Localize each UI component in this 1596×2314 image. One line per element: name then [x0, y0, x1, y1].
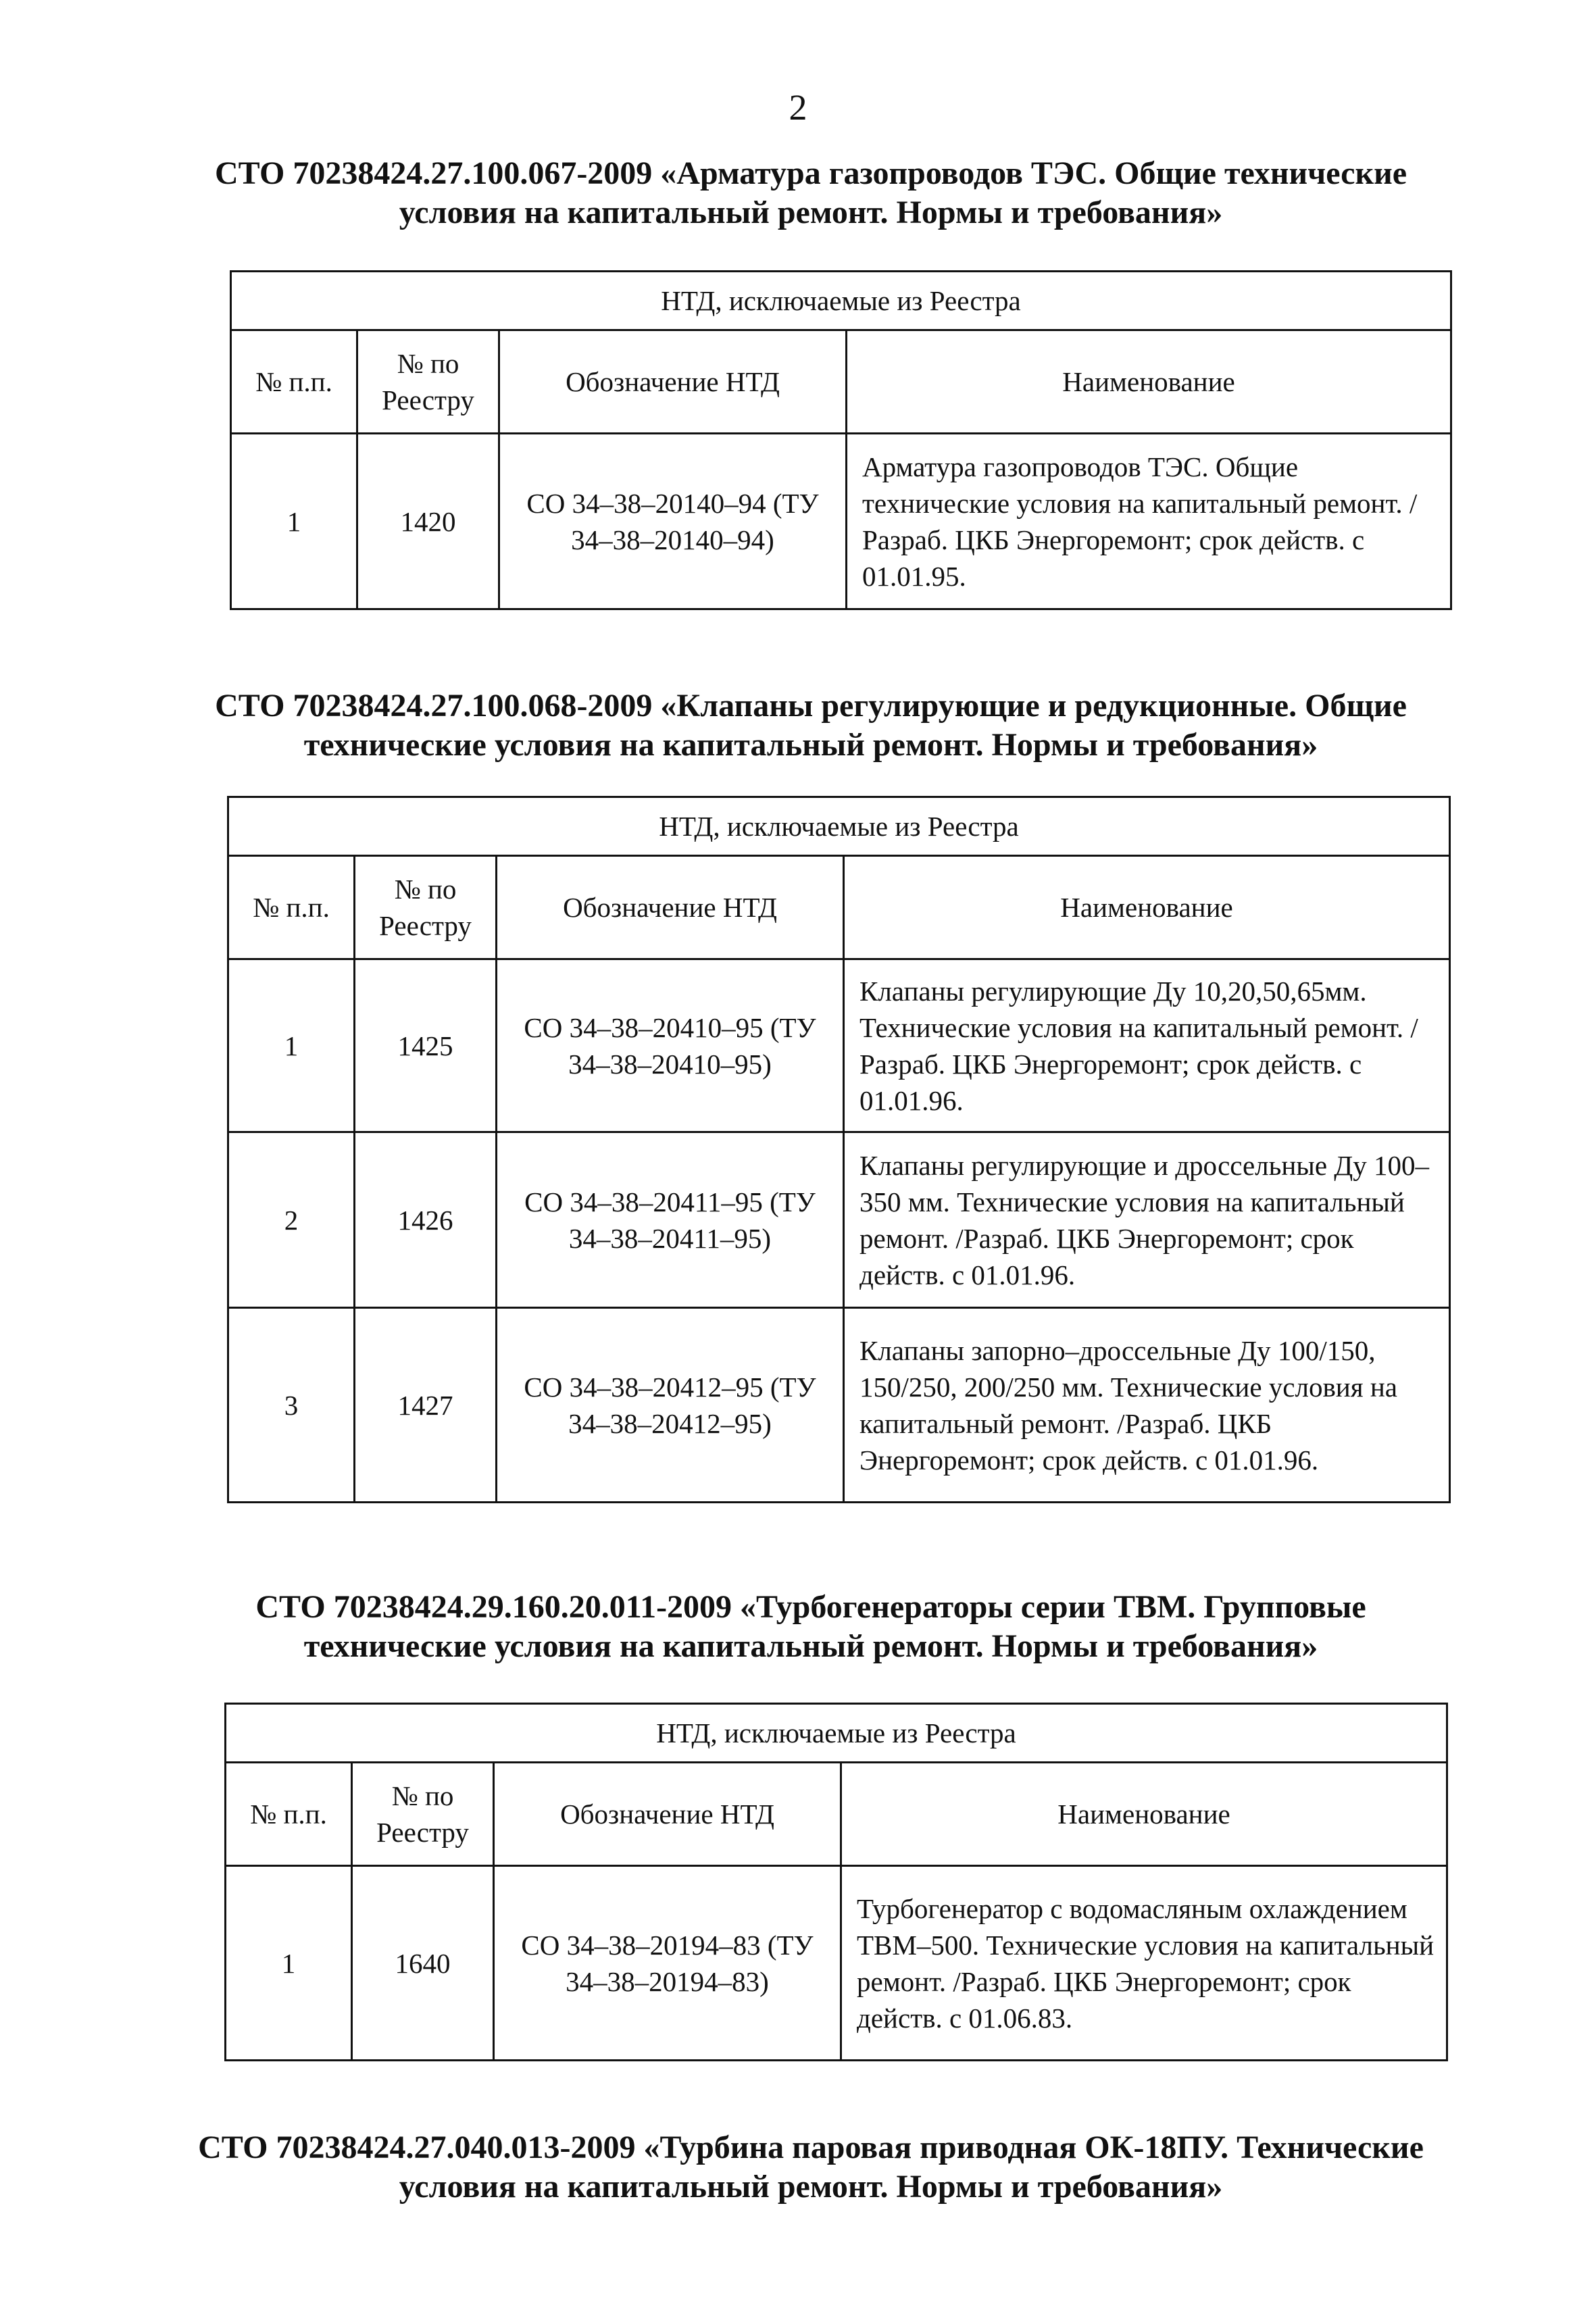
cell-designation: СО 34–38–20411–95 (ТУ 34–38–20411–95): [497, 1132, 844, 1308]
cell-registry: 1420: [357, 434, 499, 609]
section-title-line: условия на капитальный ремонт. Нормы и требования»: [399, 195, 1223, 230]
header-designation: Обозначение НТД: [499, 330, 847, 434]
cell-designation: СО 34–38–20412–95 (ТУ 34–38–20412–95): [497, 1308, 844, 1503]
cell-title: Турбогенератор с водомасляным охлаждением ТВМ–500. Технические условия на капитальный ремонт. /Разраб. ЦКБ Энергоремонт; срок действ. с 01.06.83.: [841, 1866, 1447, 2061]
header-registry: № по Реестру: [352, 1763, 494, 1866]
header-title: Наименование: [847, 330, 1451, 434]
cell-title: Клапаны регулирующие Ду 10,20,50,65мм. Технические условия на капитальный ремонт. /Разраб. ЦКБ Энергоремонт; срок действ. с 01.01.96.: [844, 959, 1450, 1132]
cell-num: 3: [228, 1308, 355, 1503]
table-row: [228, 1308, 1450, 1503]
header-title: Наименование: [844, 856, 1450, 959]
cell-registry: 1640: [352, 1866, 494, 2061]
header-designation: Обозначение НТД: [494, 1763, 841, 1866]
table-caption-row: [226, 1704, 1447, 1763]
header-num: № п.п.: [226, 1763, 352, 1866]
ntd-table-1: [230, 270, 1452, 610]
table-caption: НТД, исключаемые из Реестра: [228, 797, 1450, 856]
section-title-1: [149, 154, 1473, 232]
table-header-row: [226, 1763, 1447, 1866]
section-title-line: СТО 70238424.27.040.013-2009 «Турбина паровая приводная ОК-18ПУ. Технические: [198, 2130, 1424, 2165]
cell-title: Арматура газопроводов ТЭС. Общие технические условия на капитальный ремонт. /Разраб. ЦКБ Энергоремонт; срок действ. с 01.01.95.: [847, 434, 1451, 609]
table-row: [228, 1132, 1450, 1308]
cell-title: Клапаны регулирующие и дроссельные Ду 100–350 мм. Технические условия на капитальный ремонт. /Разраб. ЦКБ Энергоремонт; срок действ. с 01.01.96.: [844, 1132, 1450, 1308]
cell-registry: 1427: [355, 1308, 497, 1503]
cell-designation: СО 34–38–20194–83 (ТУ 34–38–20194–83): [494, 1866, 841, 2061]
header-num: № п.п.: [228, 856, 355, 959]
table-caption: НТД, исключаемые из Реестра: [226, 1704, 1447, 1763]
section-title-line: технические условия на капитальный ремонт. Нормы и требования»: [303, 727, 1318, 763]
table-header-row: [228, 856, 1450, 959]
table-caption-row: [228, 797, 1450, 856]
cell-designation: СО 34–38–20410–95 (ТУ 34–38–20410–95): [497, 959, 844, 1132]
cell-title: Клапаны запорно–дроссельные Ду 100/150, 150/250, 200/250 мм. Технические условия на капитальный ремонт. /Разраб. ЦКБ Энергоремонт; срок действ. с 01.01.96.: [844, 1308, 1450, 1503]
section-title-line: условия на капитальный ремонт. Нормы и требования»: [399, 2169, 1223, 2205]
header-registry: № по Реестру: [355, 856, 497, 959]
table-caption-row: [231, 272, 1451, 330]
cell-registry: 1425: [355, 959, 497, 1132]
table-row: [228, 959, 1450, 1132]
table-caption: НТД, исключаемые из Реестра: [231, 272, 1451, 330]
header-registry: № по Реестру: [357, 330, 499, 434]
table-row: [231, 434, 1451, 609]
section-title-line: технические условия на капитальный ремонт. Нормы и требования»: [303, 1628, 1318, 1664]
section-title-line: СТО 70238424.27.100.067-2009 «Арматура газопроводов ТЭС. Общие технические: [214, 155, 1407, 191]
cell-num: 1: [228, 959, 355, 1132]
ntd-table-2: [227, 796, 1451, 1503]
page-number: 2: [789, 87, 807, 128]
section-title-line: СТО 70238424.29.160.20.011-2009 «Турбогенераторы серии ТВМ. Групповые: [255, 1589, 1366, 1625]
header-title: Наименование: [841, 1763, 1447, 1866]
table-row: [226, 1866, 1447, 2061]
ntd-table-3: [224, 1703, 1448, 2061]
section-title-3: [149, 1588, 1473, 1666]
cell-designation: СО 34–38–20140–94 (ТУ 34–38–20140–94): [499, 434, 847, 609]
section-title-4: [149, 2128, 1473, 2207]
section-title-2: [149, 686, 1473, 765]
cell-num: 1: [231, 434, 357, 609]
cell-num: 2: [228, 1132, 355, 1308]
section-title-line: СТО 70238424.27.100.068-2009 «Клапаны регулирующие и редукционные. Общие: [215, 688, 1407, 724]
cell-registry: 1426: [355, 1132, 497, 1308]
header-designation: Обозначение НТД: [497, 856, 844, 959]
header-num: № п.п.: [231, 330, 357, 434]
cell-num: 1: [226, 1866, 352, 2061]
table-header-row: [231, 330, 1451, 434]
